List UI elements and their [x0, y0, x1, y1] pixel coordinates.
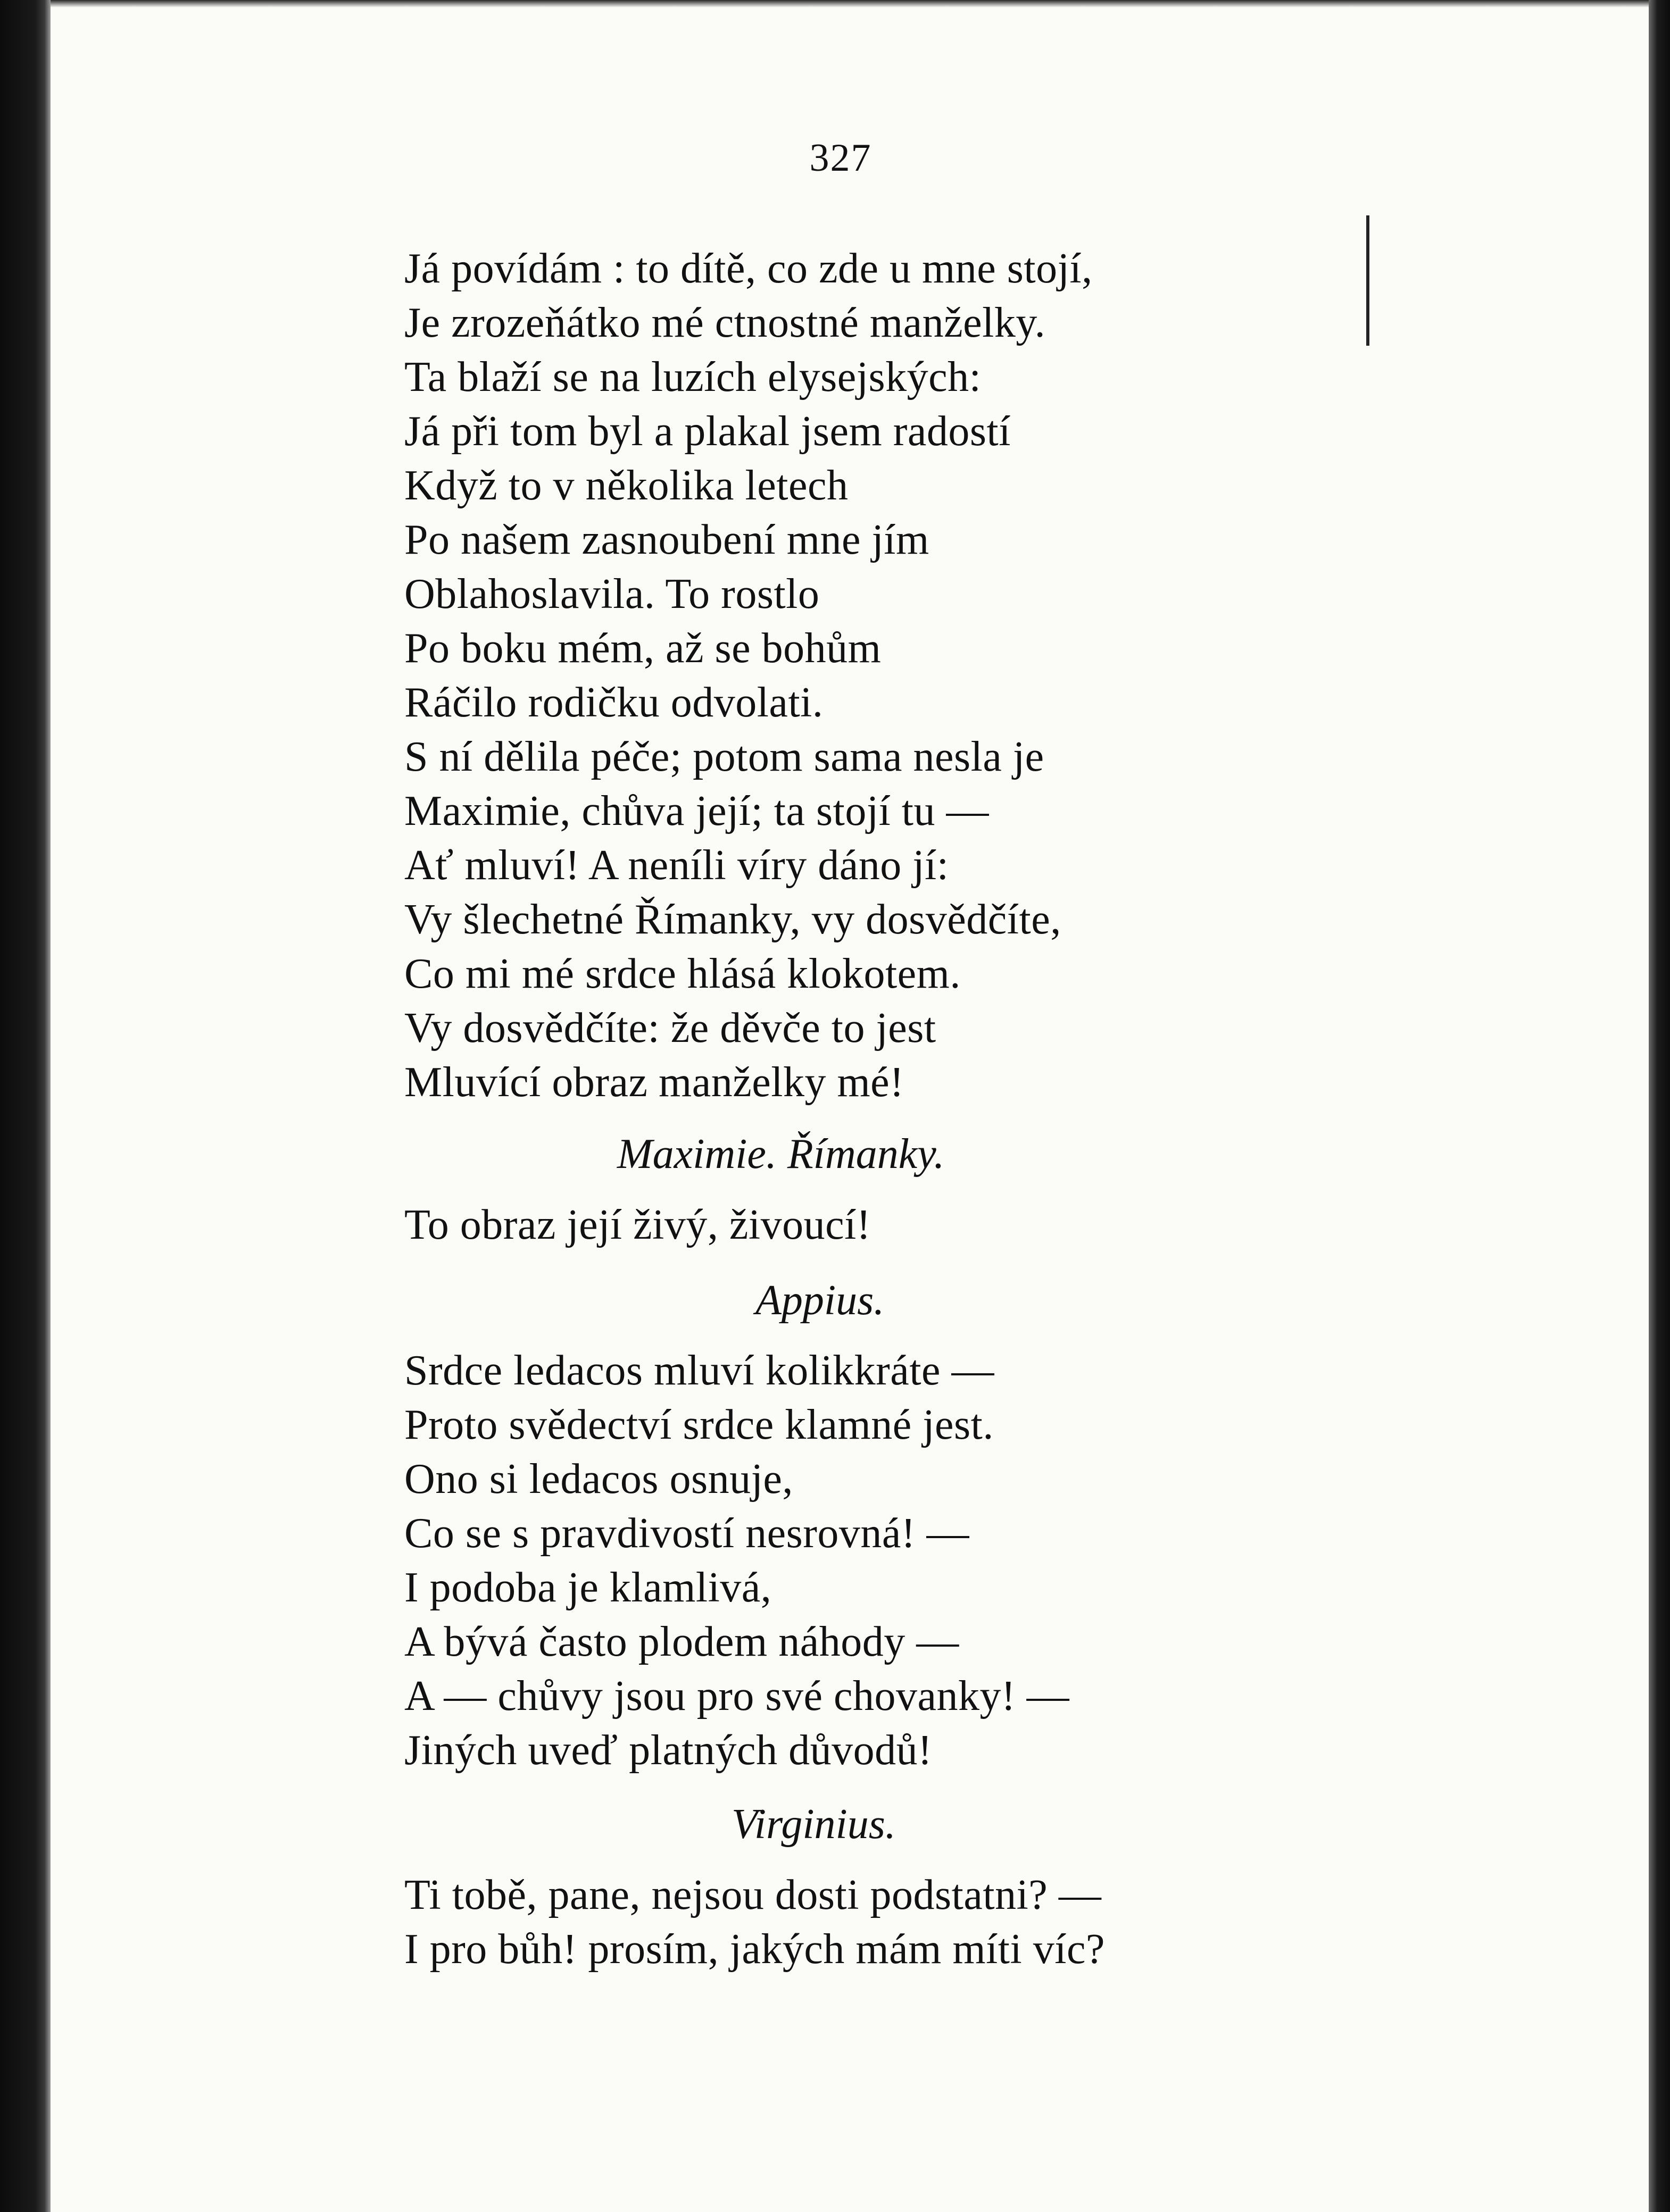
page-right-edge-shadow [1649, 0, 1670, 2212]
speaker-heading: Maximie. Římanky. [617, 1131, 945, 1178]
verse-line: Vy šlechetné Římanky, vy dosvědčíte, [404, 896, 1061, 943]
verse-line: Ono si ledacos osnuje, [404, 1456, 793, 1503]
verse-line: Vy dosvědčíte: že děvče to jest [404, 1005, 936, 1051]
verse-line: Co se s pravdivostí nesrovná! — [404, 1510, 970, 1557]
verse-line: S ní dělila péče; potom sama nesla je [404, 733, 1044, 780]
speaker-heading: Appius. [755, 1277, 885, 1324]
margin-rule-mark [1366, 215, 1369, 346]
verse-line: Když to v několika letech [404, 462, 849, 509]
verse-line: Ráčilo rodičku odvolati. [404, 679, 824, 726]
verse-line: Je zrozeňátko mé ctnostné manželky. [404, 299, 1046, 346]
verse-line: Ti tobě, pane, nejsou dosti podstatni? — [404, 1872, 1102, 1918]
page-left-binding-shadow [0, 0, 51, 2212]
verse-line: Srdce ledacos mluví kolikkráte — [404, 1347, 995, 1394]
verse-line: Maximie, chůva její; ta stojí tu — [404, 788, 990, 834]
verse-line: Ať mluví! A neníli víry dáno jí: [404, 842, 949, 889]
verse-line: I podoba je klamlivá, [404, 1564, 772, 1611]
verse-line: A — chůvy jsou pro své chovanky! — [404, 1673, 1070, 1719]
page-number: 327 [809, 136, 872, 180]
verse-line: Já povídám : to dítě, co zde u mne stojí, [404, 245, 1093, 292]
verse-line: A bývá často plodem náhody — [404, 1618, 959, 1665]
verse-line: Ta blaží se na luzích elysejských: [404, 354, 982, 400]
verse-line: Proto svědectví srdce klamné jest. [404, 1401, 994, 1448]
page-top-shadow [0, 0, 1670, 7]
verse-line: Po boku mém, až se bohům [404, 625, 882, 672]
verse-line: Jiných uveď platných důvodů! [404, 1727, 933, 1774]
verse-line: I pro bůh! prosím, jakých mám míti víc? [404, 1926, 1105, 1973]
verse-line: Mluvící obraz manželky mé! [404, 1059, 904, 1106]
verse-line: Co mi mé srdce hlásá klokotem. [404, 950, 961, 997]
verse-line: Já při tom byl a plakal jsem radostí [404, 408, 1011, 455]
verse-line: To obraz její živý, živoucí! [404, 1201, 871, 1248]
verse-line: Oblahoslavila. To rostlo [404, 571, 820, 617]
speaker-heading: Virginius. [732, 1801, 896, 1848]
verse-line: Po našem zasnoubení mne jím [404, 516, 929, 563]
